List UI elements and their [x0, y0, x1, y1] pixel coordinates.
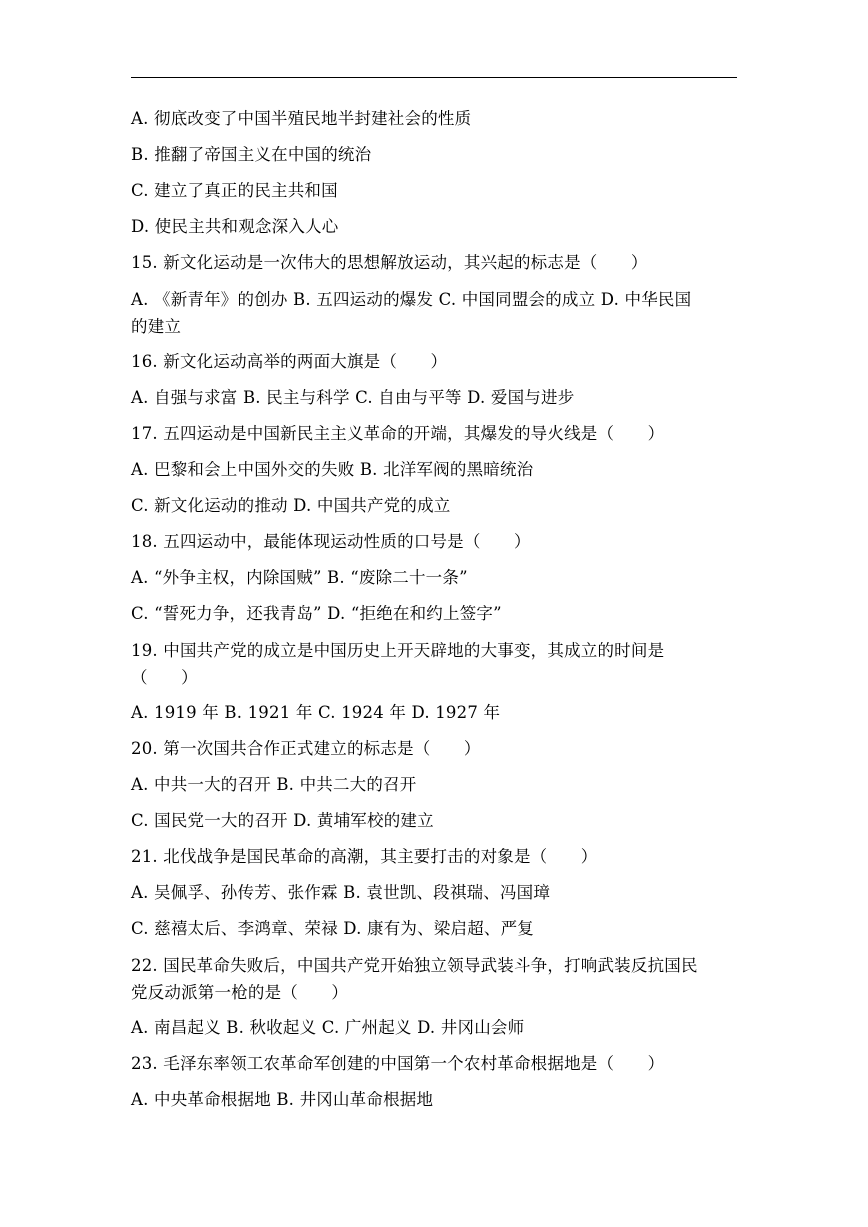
q23-options-ab: A. 中央革命根据地 B. 井冈山革命根据地 — [131, 1090, 434, 1109]
q14-option-d: D. 使民主共和观念深入人心 — [131, 217, 339, 236]
q20-options-cd: C. 国民党一大的召开 D. 黄埔军校的建立 — [131, 811, 434, 830]
q21-options-cd: C. 慈禧太后、李鸿章、荣禄 D. 康有为、梁启超、严复 — [131, 919, 535, 938]
q17-options-ab: A. 巴黎和会上中国外交的失败 B. 北洋军阀的黑暗统治 — [131, 460, 534, 479]
q15-options-line-1: A. 《新青年》的创办 B. 五四运动的爆发 C. 中国同盟会的成立 D. 中华民国 — [131, 290, 692, 309]
q22-options: A. 南昌起义 B. 秋收起义 C. 广州起义 D. 井冈山会师 — [131, 1018, 525, 1037]
document-body — [131, 101, 737, 1118]
q14-option-b: B. 推翻了帝国主义在中国的统治 — [131, 145, 372, 164]
q20-question: 20. 第一次国共合作正式建立的标志是（ ） — [131, 739, 481, 758]
q14-option-a: A. 彻底改变了中国半殖民地半封建社会的性质 — [131, 109, 472, 128]
q18-options-ab: A. “外争主权，内除国贼” B. “废除二十一条” — [131, 568, 468, 587]
q22-question-line-1: 22. 国民革命失败后，中国共产党开始独立领导武装斗争，打响武装反抗国民 — [131, 956, 698, 975]
header-rule — [131, 77, 737, 78]
q19-question-line-2: （ ） — [131, 668, 198, 687]
q17-question: 17. 五四运动是中国新民主主义革命的开端，其爆发的导火线是（ ） — [131, 424, 665, 443]
q15-question: 15. 新文化运动是一次伟大的思想解放运动，其兴起的标志是（ ） — [131, 253, 648, 272]
q21-question: 21. 北伐战争是国民革命的高潮，其主要打击的对象是（ ） — [131, 847, 598, 866]
q19-question-line-1: 19. 中国共产党的成立是中国历史上开天辟地的大事变，其成立的时间是 — [131, 641, 665, 660]
q21-options-ab: A. 吴佩孚、孙传芳、张作霖 B. 袁世凯、段祺瑞、冯国璋 — [131, 883, 551, 902]
q16-options: A. 自强与求富 B. 民主与科学 C. 自由与平等 D. 爱国与进步 — [131, 388, 575, 407]
q20-options-ab: A. 中共一大的召开 B. 中共二大的召开 — [131, 775, 417, 794]
q18-question: 18. 五四运动中，最能体现运动性质的口号是（ ） — [131, 532, 531, 551]
q19-options: A. 1919 年 B. 1921 年 C. 1924 年 D. 1927 年 — [131, 703, 501, 722]
q18-options-cd: C. “誓死力争，还我青岛” D. “拒绝在和约上签字” — [131, 604, 502, 623]
q22-question-line-2: 党反动派第一枪的是（ ） — [131, 983, 349, 1002]
q14-option-c: C. 建立了真正的民主共和国 — [131, 181, 338, 200]
q15-options-line-2: 的建立 — [131, 317, 182, 336]
q17-options-cd: C. 新文化运动的推动 D. 中国共产党的成立 — [131, 496, 451, 515]
q16-question: 16. 新文化运动高举的两面大旗是（ ） — [131, 352, 448, 371]
q23-question: 23. 毛泽东率领工农革命军创建的中国第一个农村革命根据地是（ ） — [131, 1054, 665, 1073]
